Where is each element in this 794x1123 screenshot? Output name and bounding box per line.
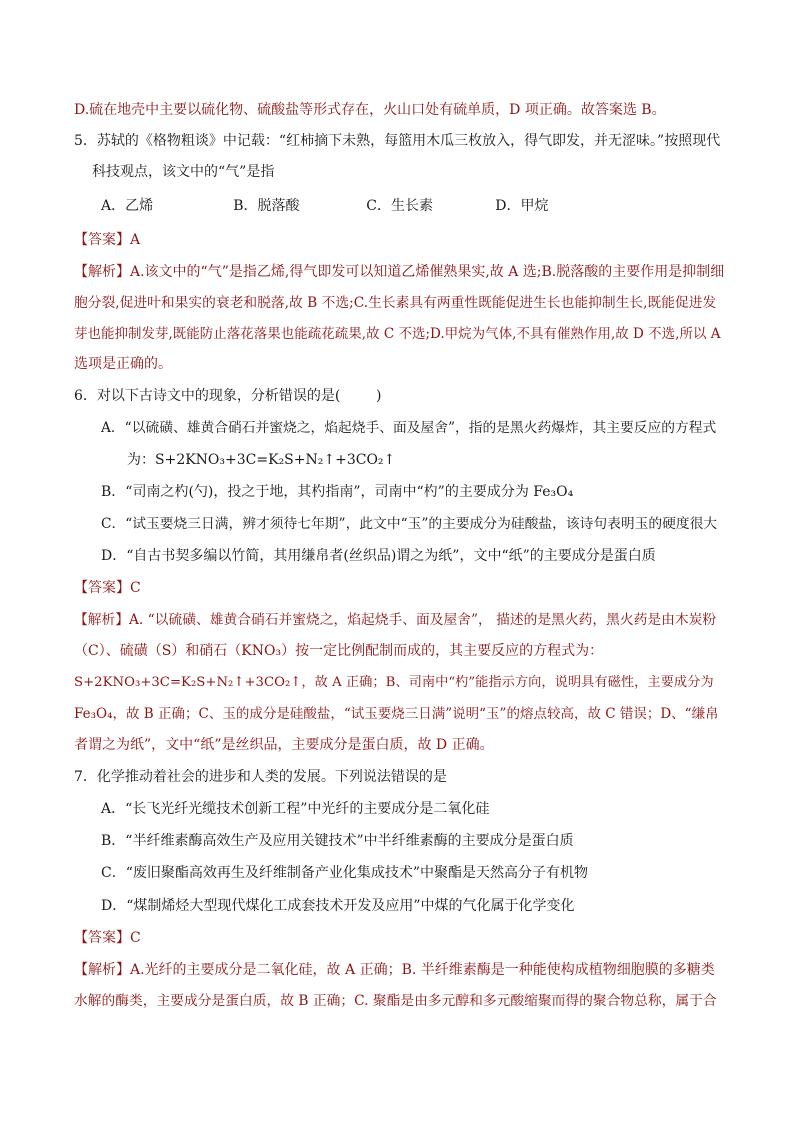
question-5-stem-cont: 科技观点，该文中的“气”是指 (92, 164, 275, 180)
explanation-line: 选项是正确的。 (74, 356, 172, 372)
explanation-line: （C）、硫磺（S）和硝石（KNO₃）按一定比例配制而成的，其主要反应的方程式为： (74, 643, 604, 659)
explanation-line: 者谓之为纸”，文中“纸”是丝织品，主要成分是蛋白质，故 D 正确。 (74, 737, 494, 753)
question-7-option-a: A．“长飞光纤光缆技术创新工程”中光纤的主要成分是二氧化硅 (101, 801, 490, 817)
question-6-option-c: C．“试玉要烧三日满，辨才须待七年期”，此文中“玉”的主要成分为硅酸盐，该诗句表明玉的硬度很大 (101, 516, 718, 532)
question-6-option-b: B．“司南之杓(勺)，投之于地，其杓指南”，司南中“杓”的主要成分为 Fe₃O₄ (101, 484, 574, 500)
question-6-option-a: A．“以硫磺、雄黄合硝石并蜜烧之，焰起烧手、面及屋舍”，指的是黑火药爆炸，其主要反应的方程式 (101, 420, 717, 436)
question-6-option-d: D．“自古书契多编以竹简，其用缣帛者(丝织品)谓之为纸”，文中“纸”的主要成分是蛋白质 (101, 548, 656, 564)
explanation-line: Fe₃O₄，故 B 正确；C、玉的成分是硅酸盐，“试玉要烧三日满”说明“玉”的熔点较高，故 C 错误；D、“缣帛 (74, 706, 719, 722)
explanation-line: S+2KNO₃+3C=K₂S+N₂↑+3CO₂↑，故 A 正确；B、司南中“杓”能指示方向，说明具有磁性，主要成分为 (74, 675, 714, 690)
question-7-stem: 7．化学推动着社会的进步和人类的发展。下列说法错误的是 (74, 769, 447, 785)
question-6-stem: 6．对以下古诗文中的现象，分析错误的是( ) (74, 388, 382, 404)
explanation-line: 胞分裂,促进叶和果实的衰老和脱落,故 B 不选;C.生长素具有两重性既能促进生长也能抑制生长,既能促进发 (74, 295, 717, 311)
question-7-option-c: C．“废旧聚酯高效再生及纤维制备产业化集成技术”中聚酯是天然高分子有机物 (101, 865, 589, 881)
question-6-option-a-equation: 为：S+2KNO₃+3C=K₂S+N₂↑+3CO₂↑ (127, 452, 396, 468)
question-7-option-b: B．“半纤维素酶高效生产及应用关键技术”中半纤维素酶的主要成分是蛋白质 (101, 833, 574, 849)
explanation-line: 【解析】A.该文中的“气”是指乙烯,得气即发可以知道乙烯催熟果实,故 A 选;B.脱落酸的主要作用是抑制细 (74, 264, 725, 280)
explanation-line: 【解析】A. “以硫磺、雄黄合硝石并蜜烧之，焰起烧手、面及屋舍”， 描述的是黑火药，黑火药是由木炭粉 (74, 612, 717, 628)
explanation-line: D.硫在地壳中主要以硫化物、硫酸盐等形式存在，火山口处有硫单质，D 项正确。故答案选 B。 (74, 102, 666, 118)
answer-label: 【答案】A (74, 232, 141, 248)
question-7-option-d: D．“煤制烯烃大型现代煤化工成套技术开发及应用”中煤的气化属于化学变化 (101, 898, 575, 914)
answer-label: 【答案】C (74, 580, 141, 596)
answer-label: 【答案】C (74, 930, 141, 946)
question-5-options: A．乙烯 B．脱落酸 C．生长素 D．甲烷 (101, 198, 549, 214)
explanation-line: 水解的酶类，主要成分是蛋白质，故 B 正确；C. 聚酯是由多元醇和多元酸缩聚而得的聚合物总称，属于合 (74, 993, 717, 1009)
explanation-line: 芽也能抑制发芽,既能防止落花落果也能疏花疏果,故 C 不选;D.甲烷为气体,不具有催熟作用,故 D 不选,所以 A (74, 326, 721, 342)
question-5-stem: 5．苏轼的《格物粗谈》中记载：“红柿摘下未熟，每篮用木瓜三枚放入，得气即发，并无涩味。”按照现代 (74, 133, 721, 149)
explanation-line: 【解析】A.光纤的主要成分是二氧化硅，故 A 正确；B. 半纤维素酶是一种能使构成植物细胞膜的多糖类 (74, 962, 715, 978)
